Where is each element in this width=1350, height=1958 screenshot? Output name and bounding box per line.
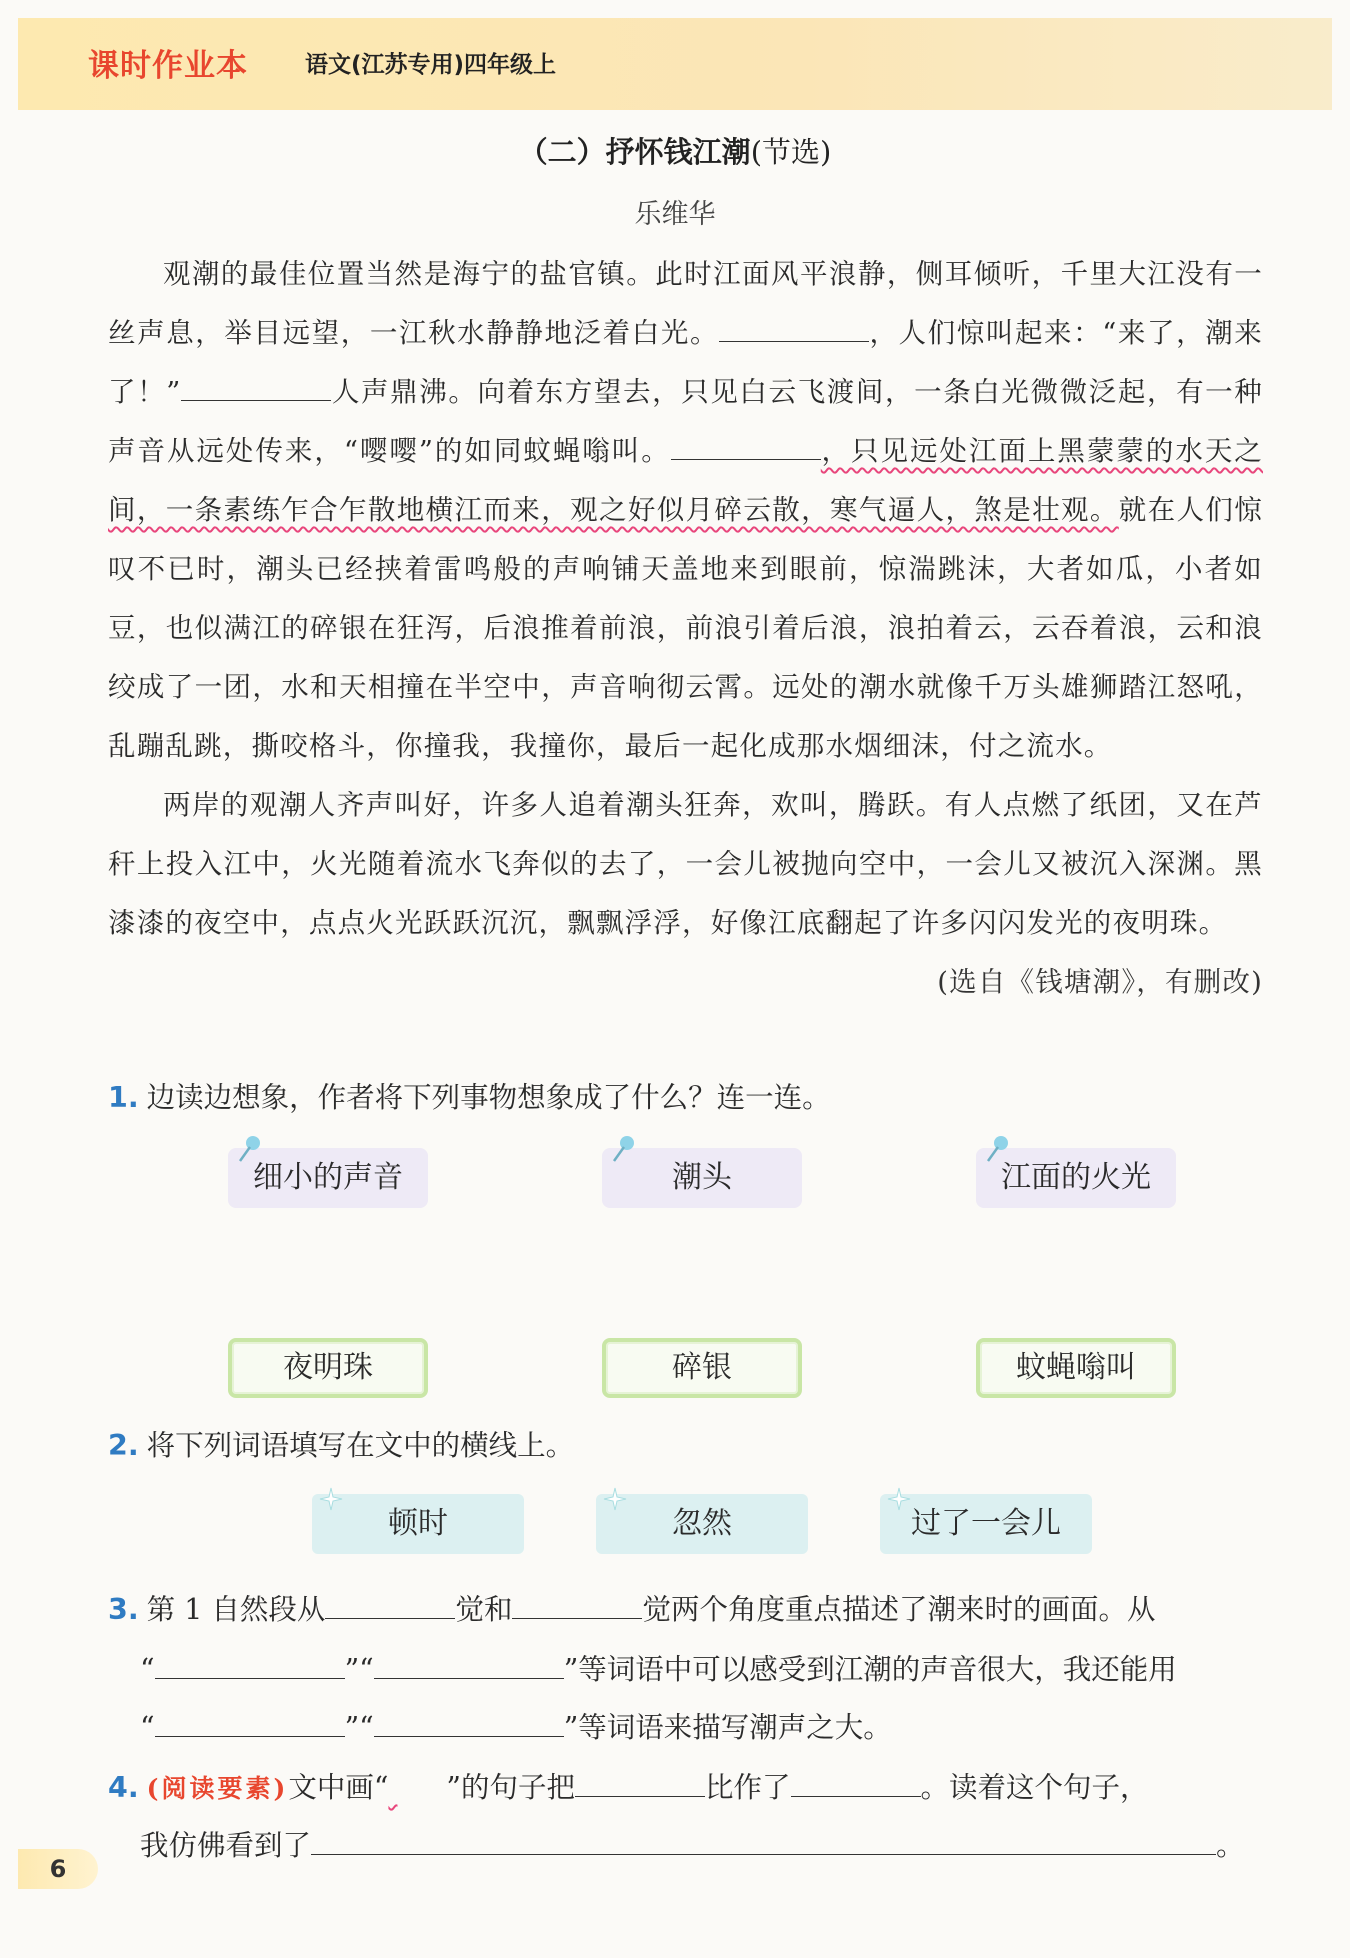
blank-3[interactable] — [671, 432, 821, 461]
blank-2[interactable] — [181, 373, 331, 402]
q4-tag: (阅读要素) — [146, 1774, 289, 1803]
q1-item-top-1[interactable] — [228, 1148, 428, 1208]
reading-passage — [108, 245, 1263, 1012]
p1-sentence-2: ，人们惊叫起来：“来了，潮来了！” — [108, 317, 1263, 408]
q3-text-g: “ — [140, 1711, 155, 1744]
q3-text-d: “ — [140, 1653, 155, 1686]
question-3-line-2 — [140, 1640, 1268, 1700]
p1-sentence-1: 观潮的最佳位置当然是海宁的盐官镇。此时江面风平浪静，侧耳倾听，千里大江没有一丝声息，举目远望，一江秋水静静地泛着白光。 — [108, 258, 1263, 349]
q4-text-b: ”的句子把 — [446, 1771, 575, 1804]
q4-blank-3[interactable] — [311, 1826, 1216, 1856]
q1-bottom-label-2: 碎银 — [672, 1350, 732, 1385]
q4-text-d: 。读着这个句子， — [920, 1771, 1149, 1804]
q3-text-b: 觉和 — [455, 1593, 513, 1626]
source-note: (选自《钱塘潮》，有删改) — [937, 966, 1263, 998]
q1-item-top-3[interactable] — [976, 1148, 1176, 1208]
q3-blank-6[interactable] — [374, 1708, 564, 1738]
article-title-note: (节选) — [750, 135, 832, 169]
q3-blank-1[interactable] — [325, 1590, 455, 1620]
q2-number: 2. — [108, 1429, 139, 1462]
pushpin-icon — [236, 1134, 262, 1164]
question-3 — [108, 1580, 1268, 1640]
sparkle-icon — [886, 1486, 912, 1512]
q1-item-bottom-2[interactable] — [602, 1338, 802, 1398]
q3-blank-3[interactable] — [155, 1650, 345, 1680]
q3-text-e: ”“ — [344, 1653, 374, 1686]
q1-top-label-1: 细小的声音 — [253, 1160, 403, 1195]
sparkle-icon — [602, 1486, 628, 1512]
p1-sentence-3: 人声鼎沸。向着东方望去，只见白云飞渡间，一条白光微微泛起，有一种声音从远处传来，“嘤嘤”的如同蚊蝇嗡叫。 — [108, 376, 1263, 467]
paragraph-2 — [108, 776, 1263, 998]
q3-number: 3. — [108, 1593, 139, 1626]
q4-wavy-sample — [388, 1758, 446, 1787]
paragraph-1 — [108, 245, 1263, 776]
question-2 — [108, 1416, 1268, 1476]
pushpin-icon — [984, 1134, 1010, 1164]
article-author: 乐维华 — [634, 199, 716, 230]
q4-blank-2[interactable] — [791, 1768, 921, 1798]
q3-text-f: ”等词语中可以感受到江潮的声音很大，我还能用 — [563, 1653, 1177, 1686]
q1-number: 1. — [108, 1081, 139, 1114]
article-title — [0, 130, 1350, 171]
q1-text: 边读边想象，作者将下列事物想象成了什么？连一连。 — [146, 1081, 831, 1114]
q1-top-label-3: 江面的火光 — [1001, 1160, 1151, 1195]
p1-wavy-sentence: ，只见远处江面上黑蒙蒙的水天之间，一条素练乍合乍散地横江而来，观之好似月碎云散，寒气逼人，煞是壮观。 — [108, 435, 1263, 526]
q2-word-3[interactable] — [880, 1494, 1092, 1554]
page-number: 6 — [18, 1849, 98, 1889]
question-4-line-2 — [140, 1816, 1268, 1876]
q4-number: 4. — [108, 1771, 139, 1804]
q2-word-1[interactable] — [312, 1494, 524, 1554]
pushpin-icon — [610, 1134, 636, 1164]
q1-item-top-2[interactable] — [602, 1148, 802, 1208]
book-brand: 课时作业本 — [88, 48, 248, 84]
q2-word-label-3: 过了一会儿 — [911, 1506, 1061, 1541]
q3-text-a: 第 1 自然段从 — [146, 1593, 326, 1626]
p2-text: 两岸的观潮人齐声叫好，许多人追着潮头狂奔，欢叫，腾跃。有人点燃了纸团，又在芦秆上投入江中，火光随着流水飞奔似的去了，一会儿被抛向空中，一会儿又被沉入深渊。黑漆漆的夜空中，点点火光跃跃沉沉，飘飘浮浮，好像江底翻起了许多闪闪发光的夜明珠。 — [108, 789, 1263, 939]
q3-blank-2[interactable] — [512, 1590, 642, 1620]
q2-word-label-1: 顿时 — [388, 1506, 448, 1541]
blank-1[interactable] — [719, 314, 869, 343]
question-1 — [108, 1068, 1268, 1128]
q4-text-e: 我仿佛看到了 — [140, 1829, 312, 1862]
question-4 — [108, 1758, 1268, 1819]
q4-text-a: 文中画“ — [288, 1771, 389, 1804]
sparkle-icon — [318, 1486, 344, 1512]
q1-top-label-2: 潮头 — [672, 1160, 732, 1195]
q1-bottom-label-3: 蚊蝇嗡叫 — [1016, 1350, 1136, 1385]
q3-text-h: ”“ — [344, 1711, 374, 1744]
q2-text: 将下列词语填写在文中的横线上。 — [146, 1429, 575, 1462]
q3-text-c: 觉两个角度重点描述了潮来时的画面。从 — [642, 1593, 1156, 1626]
q2-word-label-2: 忽然 — [672, 1506, 732, 1541]
book-subtitle: 语文(江苏专用)四年级上 — [305, 52, 557, 78]
q1-item-bottom-3[interactable] — [976, 1338, 1176, 1398]
q4-text-c: 比作了 — [705, 1771, 791, 1804]
q4-text-f: 。 — [1216, 1829, 1245, 1862]
q4-blank-1[interactable] — [575, 1768, 705, 1798]
q3-blank-4[interactable] — [374, 1650, 564, 1680]
q2-word-2[interactable] — [596, 1494, 808, 1554]
article-title-text: （二）抒怀钱江潮 — [518, 135, 751, 169]
q1-item-bottom-1[interactable] — [228, 1338, 428, 1398]
p1-sentence-5: 就在人们惊叹不已时，潮头已经挟着雷鸣般的声响铺天盖地来到眼前，惊湍跳沫，大者如瓜，小者如豆，也似满江的碎银在狂泻，后浪推着前浪，前浪引着后浪，浪拍着云，云吞着浪，云和浪绞成了一团，水和天相撞在半空中，声音响彻云霄。远处的潮水就像千万头雄狮踏江怒吼，乱蹦乱跳，撕咬格斗，你撞我，我撞你，最后一起化成那水烟细沫，付之流水。 — [108, 494, 1263, 762]
q1-bottom-label-1: 夜明珠 — [283, 1350, 373, 1385]
q3-text-i: ”等词语来描写潮声之大。 — [563, 1711, 892, 1744]
q3-blank-5[interactable] — [155, 1708, 345, 1738]
question-3-line-3 — [140, 1698, 1268, 1758]
